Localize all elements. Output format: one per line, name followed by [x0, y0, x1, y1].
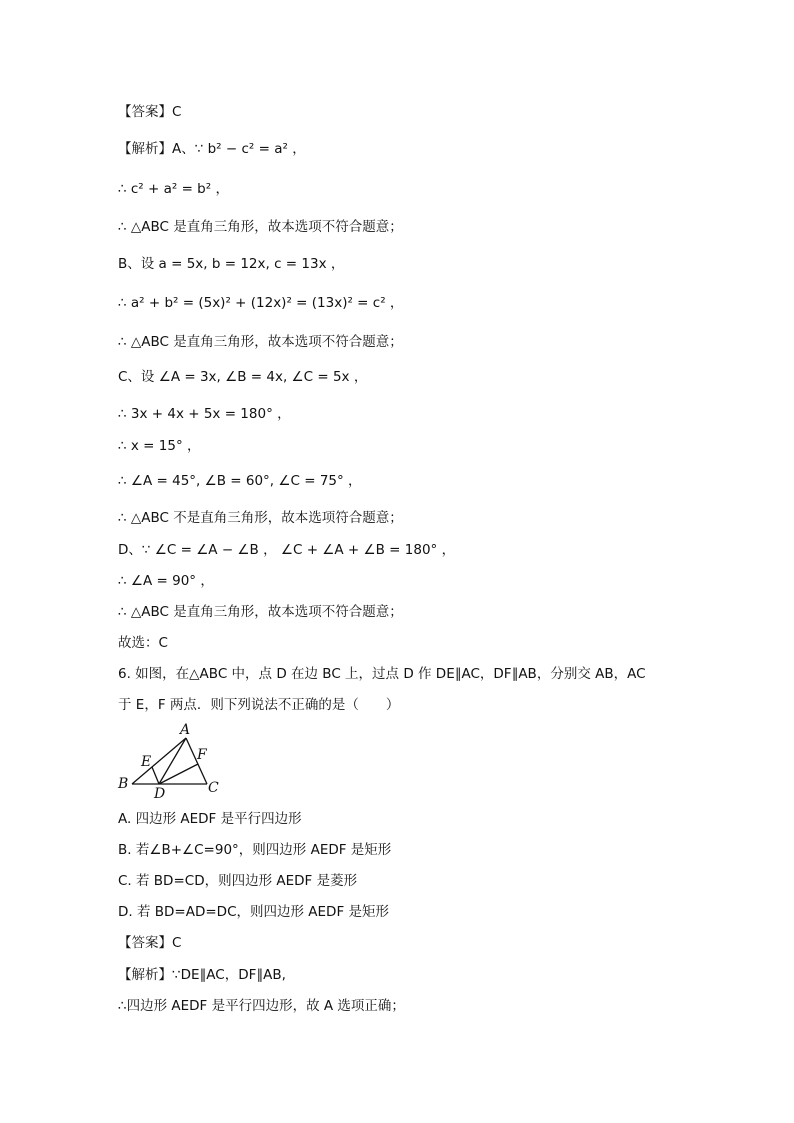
- option-a: A. 四边形 AEDF 是平行四边形: [118, 811, 302, 827]
- label-f: F: [197, 747, 207, 763]
- line-d-setup: D、∵ ∠C = ∠A − ∠B ， ∠C + ∠A + ∠B = 180° ，: [118, 542, 456, 558]
- line-analysis-2-1: 【解析】∵DE∥AC，DF∥AB,: [118, 967, 286, 983]
- line-c-step-3: ∴ ∠A = 45°, ∠B = 60°, ∠C = 75° ，: [118, 473, 362, 489]
- line-analysis-a: 【解析】A、∵ b² − c² = a² ，: [118, 141, 306, 157]
- line-b-step-1: ∴ a² + b² = (5x)² + (12x)² = (13x)² = c² ，: [118, 295, 404, 311]
- label-a: A: [180, 722, 191, 738]
- line-c-setup: C、设 ∠A = 3x, ∠B = 4x, ∠C = 5x ，: [118, 369, 368, 385]
- label-e: E: [141, 754, 152, 770]
- line-b-conclusion: ∴ △ABC 是直角三角形，故本选项不符合题意；: [118, 334, 403, 350]
- line-c-conclusion: ∴ △ABC 不是直角三角形，故本选项符合题意；: [118, 510, 403, 526]
- line-a-step-1: ∴ c² + a² = b² ，: [118, 181, 229, 197]
- question-6-line-1: 6. 如图，在△ABC 中，点 D 在边 BC 上，过点 D 作 DE∥AC，DF∥AB，分别交 AB，AC: [118, 666, 646, 682]
- line-c-step-2: ∴ x = 15° ，: [118, 438, 201, 454]
- option-b: B. 若∠B+∠C=90°，则四边形 AEDF 是矩形: [118, 842, 392, 858]
- option-c: C. 若 BD=CD，则四边形 AEDF 是菱形: [118, 873, 358, 889]
- segment-de: [152, 767, 159, 784]
- triangle-figure: [114, 718, 234, 798]
- line-answer-2: 【答案】C: [118, 935, 182, 951]
- option-d: D. 若 BD=AD=DC，则四边形 AEDF 是矩形: [118, 904, 390, 920]
- label-d: D: [154, 786, 166, 798]
- line-d-conclusion: ∴ △ABC 是直角三角形，故本选项不符合题意；: [118, 604, 403, 620]
- line-d-step-1: ∴ ∠A = 90° ，: [118, 573, 214, 589]
- line-a-conclusion: ∴ △ABC 是直角三角形，故本选项不符合题意；: [118, 219, 403, 235]
- line-b-setup: B、设 a = 5x, b = 12x, c = 13x ，: [118, 256, 345, 272]
- question-6-line-2: 于 E，F 两点．则下列说法不正确的是（ ）: [118, 697, 400, 713]
- line-analysis-2-2: ∴四边形 AEDF 是平行四边形，故 A 选项正确；: [118, 998, 405, 1014]
- line-choice: 故选：C: [118, 635, 168, 651]
- label-b: B: [118, 776, 129, 792]
- line-c-step-1: ∴ 3x + 4x + 5x = 180° ，: [118, 406, 291, 422]
- line-answer-1: 【答案】C: [118, 104, 182, 120]
- label-c: C: [208, 780, 219, 796]
